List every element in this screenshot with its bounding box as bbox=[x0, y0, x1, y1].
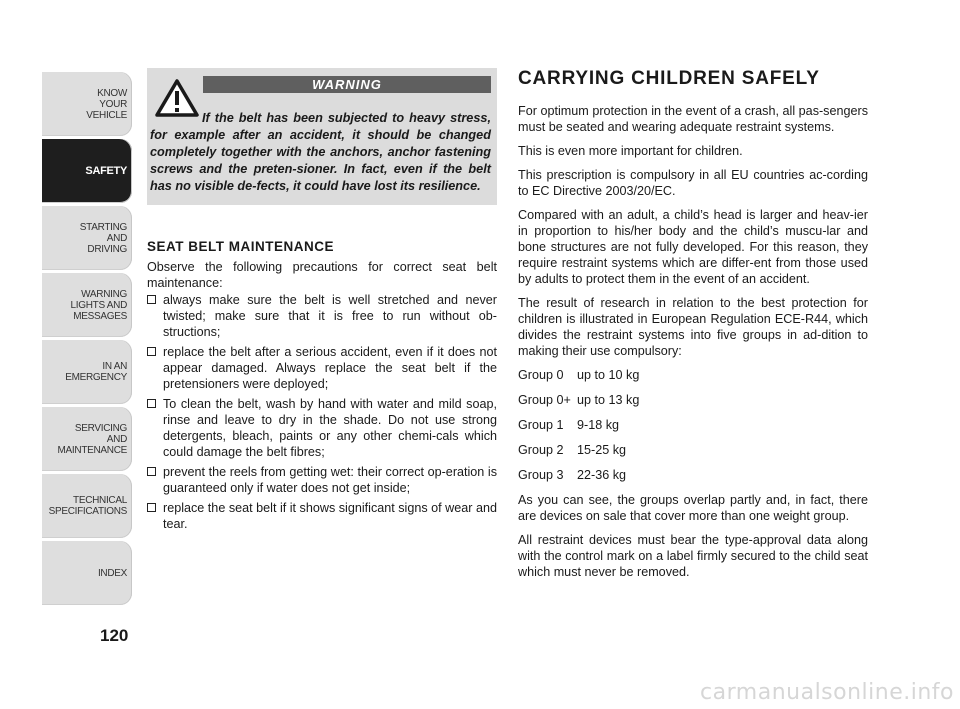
group-weight: 9-18 kg bbox=[577, 418, 620, 432]
list-item-text: prevent the reels from getting wet: their correct op-eration is guaranteed only if water does not get inside; bbox=[163, 465, 497, 495]
tab-safety[interactable] bbox=[42, 139, 132, 203]
group-name: Group 3 bbox=[518, 468, 564, 482]
tab-technical-specifications[interactable] bbox=[42, 474, 132, 538]
carrying-children-section bbox=[518, 66, 868, 588]
page-number: 120 bbox=[100, 626, 129, 645]
maintenance-list bbox=[147, 292, 497, 532]
paragraph: For optimum protection in the event of a crash, all pas-sengers must be seated and wearing adequate restraint systems. bbox=[518, 104, 868, 134]
warning-box bbox=[147, 68, 497, 205]
list-item-text: To clean the belt, wash by hand with water and mild soap, rinse and leave to dry in the shade. Do not use strong detergents, bleach, paints or any other chemi-cals which could damage the belt fibres; bbox=[163, 397, 497, 459]
section-intro: Observe the following precautions for correct seat belt maintenance: bbox=[147, 260, 497, 290]
tab-in-an-emergency[interactable] bbox=[42, 340, 132, 404]
paragraph: This is even more important for children. bbox=[518, 144, 743, 158]
list-item bbox=[147, 464, 497, 496]
list-item-text: replace the belt after a serious accident, even if it does not appear damaged. Always replace the seat belt if the pretensioners were deployed; bbox=[163, 345, 497, 391]
weight-group-row bbox=[518, 442, 868, 458]
paragraph: The result of research in relation to the best protection for children is illustrated in European Regulation ECE-R44, which divides the restraint systems into five groups in ad-dition to making their use compulsory: bbox=[518, 296, 868, 358]
group-name: Group 0+ bbox=[518, 393, 571, 407]
tab-know-your-vehicle[interactable] bbox=[42, 72, 132, 136]
weight-group-row bbox=[518, 392, 868, 408]
warning-title: WARNING bbox=[203, 76, 491, 93]
list-item bbox=[147, 500, 497, 532]
group-name: Group 0 bbox=[518, 368, 564, 382]
weight-group-row bbox=[518, 367, 868, 383]
paragraph: This prescription is compulsory in all EU countries ac-cording to EC Directive 2003/20/EC. bbox=[518, 168, 868, 198]
list-item bbox=[147, 396, 497, 460]
list-item bbox=[147, 344, 497, 392]
chapter-tabs bbox=[42, 72, 132, 608]
tab-warning-lights-and-messages[interactable] bbox=[42, 273, 132, 337]
tab-starting-and-driving[interactable] bbox=[42, 206, 132, 270]
tab-label: STARTING AND DRIVING bbox=[79, 221, 127, 255]
section-heading: SEAT BELT MAINTENANCE bbox=[147, 239, 334, 254]
checkbox-bullet-icon bbox=[147, 347, 156, 356]
seat-belt-maintenance-section bbox=[147, 238, 497, 536]
list-item-text: always make sure the belt is well stretched and never twisted; make sure that it is free to run without ob-structions; bbox=[163, 293, 497, 339]
checkbox-bullet-icon bbox=[147, 467, 156, 476]
list-item-text: replace the seat belt if it shows significant signs of wear and tear. bbox=[163, 501, 497, 531]
checkbox-bullet-icon bbox=[147, 503, 156, 512]
weight-group-row bbox=[518, 467, 868, 483]
group-weight: up to 10 kg bbox=[577, 368, 640, 382]
weight-group-list bbox=[518, 367, 868, 483]
weight-group-row bbox=[518, 417, 868, 433]
group-weight: 15-25 kg bbox=[577, 443, 627, 457]
checkbox-bullet-icon bbox=[147, 295, 156, 304]
tab-label: WARNING LIGHTS AND MESSAGES bbox=[70, 288, 127, 322]
watermark: carmanualsonline.info bbox=[700, 680, 954, 705]
paragraph: As you can see, the groups overlap partly and, in fact, there are devices on sale that cover more than one weight group. bbox=[518, 493, 868, 523]
tab-label: SERVICING AND MAINTENANCE bbox=[57, 422, 127, 456]
checkbox-bullet-icon bbox=[147, 399, 156, 408]
paragraph: All restraint devices must bear the type-approval data along with the control mark on a label firmly secured to the child seat which must never be removed. bbox=[518, 533, 868, 579]
tab-servicing-and-maintenance[interactable] bbox=[42, 407, 132, 471]
tab-label: IN AN EMERGENCY bbox=[65, 361, 127, 383]
group-name: Group 2 bbox=[518, 443, 564, 457]
tab-label: SAFETY bbox=[85, 164, 127, 177]
list-item bbox=[147, 292, 497, 340]
group-weight: 22-36 kg bbox=[577, 468, 627, 482]
page-title: CARRYING CHILDREN SAFELY bbox=[518, 68, 820, 89]
tab-label: TECHNICAL SPECIFICATIONS bbox=[48, 495, 127, 517]
group-weight: up to 13 kg bbox=[577, 393, 640, 407]
group-name: Group 1 bbox=[518, 418, 564, 432]
tab-label: INDEX bbox=[97, 567, 127, 579]
tab-index[interactable] bbox=[42, 541, 132, 605]
tab-label: KNOW YOUR VEHICLE bbox=[86, 87, 127, 121]
paragraph: Compared with an adult, a child’s head is larger and heav-ier in proportion to his/her body and the child’s muscu-lar and bone structures are not fully developed. For this reason, they require restraint systems which are differ-ent from those used by adults to protect them in the event of an accident. bbox=[518, 208, 868, 286]
warning-text: If the belt has been subjected to heavy stress, for example after an accident, it should be changed completely together with the anchors, anchor fastening screws and the preten-sioner. In fact, even if the belt has no visible de-fects, it could have lost its resilience. bbox=[150, 110, 491, 193]
